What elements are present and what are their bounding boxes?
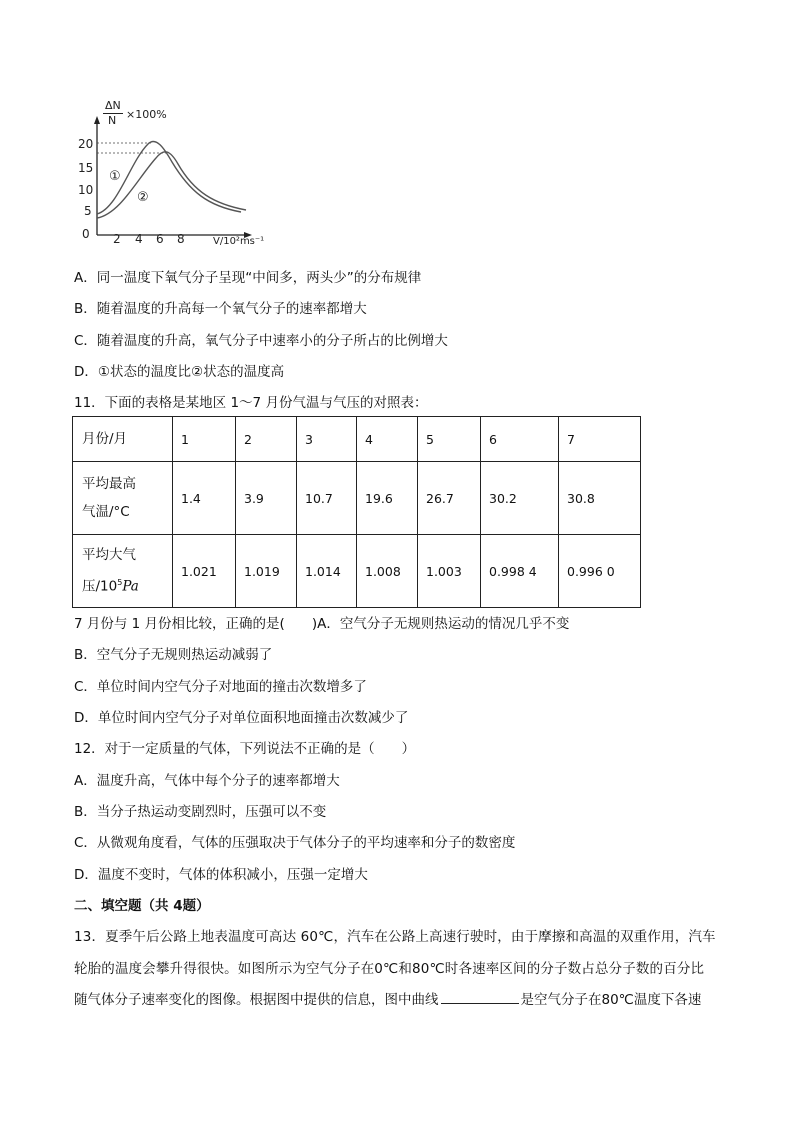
row-label-line: 平均最高 (82, 476, 136, 492)
table-cell: 6 (481, 417, 559, 462)
table-cell: 2 (236, 417, 297, 462)
y-tick-20: 20 (78, 137, 94, 151)
temperature-pressure-table (72, 416, 641, 608)
q12-stem: 12．对于一定质量的气体，下列说法不正确的是（ ） (74, 741, 416, 757)
section-title: 二、填空题（共 4题） (74, 898, 210, 914)
row-label-month: 月份/月 (73, 417, 173, 462)
table-cell: 1 (173, 417, 236, 462)
table-cell: 3 (297, 417, 357, 462)
table-cell: 1.019 (236, 535, 297, 608)
q12-option-a: A．温度升高，气体中每个分子的速率都增大 (74, 773, 340, 789)
y-title-numerator: ΔN (105, 99, 121, 112)
table-cell: 30.8 (559, 462, 641, 535)
curve-1-label: ① (109, 169, 121, 184)
q12-option-c: C．从微观角度看，气体的压强取决于气体分子的平均速率和分子的数密度 (74, 835, 516, 851)
table-cell: 1.4 (173, 462, 236, 535)
q13-line-3-text: 随气体分子速率变化的图像。根据图中提供的信息，图中曲线 (74, 992, 439, 1008)
q11-question: 7 月份与 1 月份相比较，正确的是( )A．空气分子无规则热运动的情况几乎不变 (74, 616, 570, 632)
y-tick-15: 15 (78, 161, 94, 175)
q10-option-a: A．同一温度下氧气分子呈现“中间多，两头少”的分布规律 (74, 270, 422, 286)
x-tick-6: 6 (156, 232, 164, 246)
table-row-pressure (73, 535, 641, 608)
table-cell: 7 (559, 417, 641, 462)
q13-line-3 (74, 989, 701, 1011)
row-label-pressure (73, 535, 173, 608)
y-tick-0: 0 (82, 227, 90, 241)
q10-option-b: B．随着温度的升高每一个氧气分子的速率都增大 (74, 301, 367, 317)
q11-option-c: C．单位时间内空气分子对地面的撞击次数增多了 (74, 679, 367, 695)
table-cell: 1.003 (418, 535, 481, 608)
y-title-denominator: N (108, 114, 117, 127)
x-tick-4: 4 (135, 232, 143, 246)
table-cell: 4 (357, 417, 418, 462)
table-cell: 5 (418, 417, 481, 462)
table-cell: 1.008 (357, 535, 418, 608)
speed-distribution-graph (78, 100, 278, 252)
table-cell: 0.998 4 (481, 535, 559, 608)
x-tick-2: 2 (113, 232, 121, 246)
x-tick-8: 8 (177, 232, 185, 246)
y-tick-10: 10 (78, 183, 94, 197)
exponent: 5 (117, 578, 123, 588)
y-tick-5: 5 (84, 204, 92, 218)
x-axis-label: V/10²ms⁻¹ (213, 236, 265, 247)
q11-option-b: B．空气分子无规则热运动减弱了 (74, 647, 273, 663)
table-row-temperature (73, 462, 641, 535)
q11-stem: 11．下面的表格是某地区 1～7 月份气温与气压的对照表： (74, 395, 428, 411)
table-row-month (73, 417, 641, 462)
row-label-temperature (73, 462, 173, 535)
table-cell: 0.996 0 (559, 535, 641, 608)
table-cell: 10.7 (297, 462, 357, 535)
q10-option-d: D．①状态的温度比②状态的温度高 (74, 364, 285, 380)
row-label-text: 压/10 (82, 578, 118, 595)
q13-line-1: 13．夏季午后公路上地表温度可高达 60℃，汽车在公路上高速行驶时，由于摩擦和高温的双重作用，汽车 (74, 929, 716, 945)
y-axis-arrow (94, 116, 100, 124)
answer-blank[interactable] (441, 989, 519, 1004)
q13-line-3-text-end: 是空气分子在80℃温度下各速 (520, 992, 702, 1008)
table-cell: 1.014 (297, 535, 357, 608)
pressure-unit: Pa (122, 578, 139, 595)
table-cell: 3.9 (236, 462, 297, 535)
q11-option-d: D．单位时间内空气分子对单位面积地面撞击次数减少了 (74, 710, 409, 726)
table-cell: 26.7 (418, 462, 481, 535)
table-cell: 1.021 (173, 535, 236, 608)
y-title-suffix: ×100% (126, 108, 167, 121)
q13-line-2: 轮胎的温度会攀升得很快。如图所示为空气分子在0℃和80℃时各速率区间的分子数占总分子数的百分比 (74, 961, 705, 977)
row-label-line: 气温/°C (82, 504, 130, 520)
row-label-line (82, 569, 164, 601)
q12-option-d: D．温度不变时，气体的体积减小，压强一定增大 (74, 867, 368, 883)
row-label-line: 平均大气 (82, 547, 136, 564)
q10-option-c: C．随着温度的升高，氧气分子中速率小的分子所占的比例增大 (74, 333, 448, 349)
table-cell: 19.6 (357, 462, 418, 535)
q12-option-b: B．当分子热运动变剧烈时，压强可以不变 (74, 804, 327, 820)
table-cell: 30.2 (481, 462, 559, 535)
curve-2-label: ② (137, 190, 149, 205)
